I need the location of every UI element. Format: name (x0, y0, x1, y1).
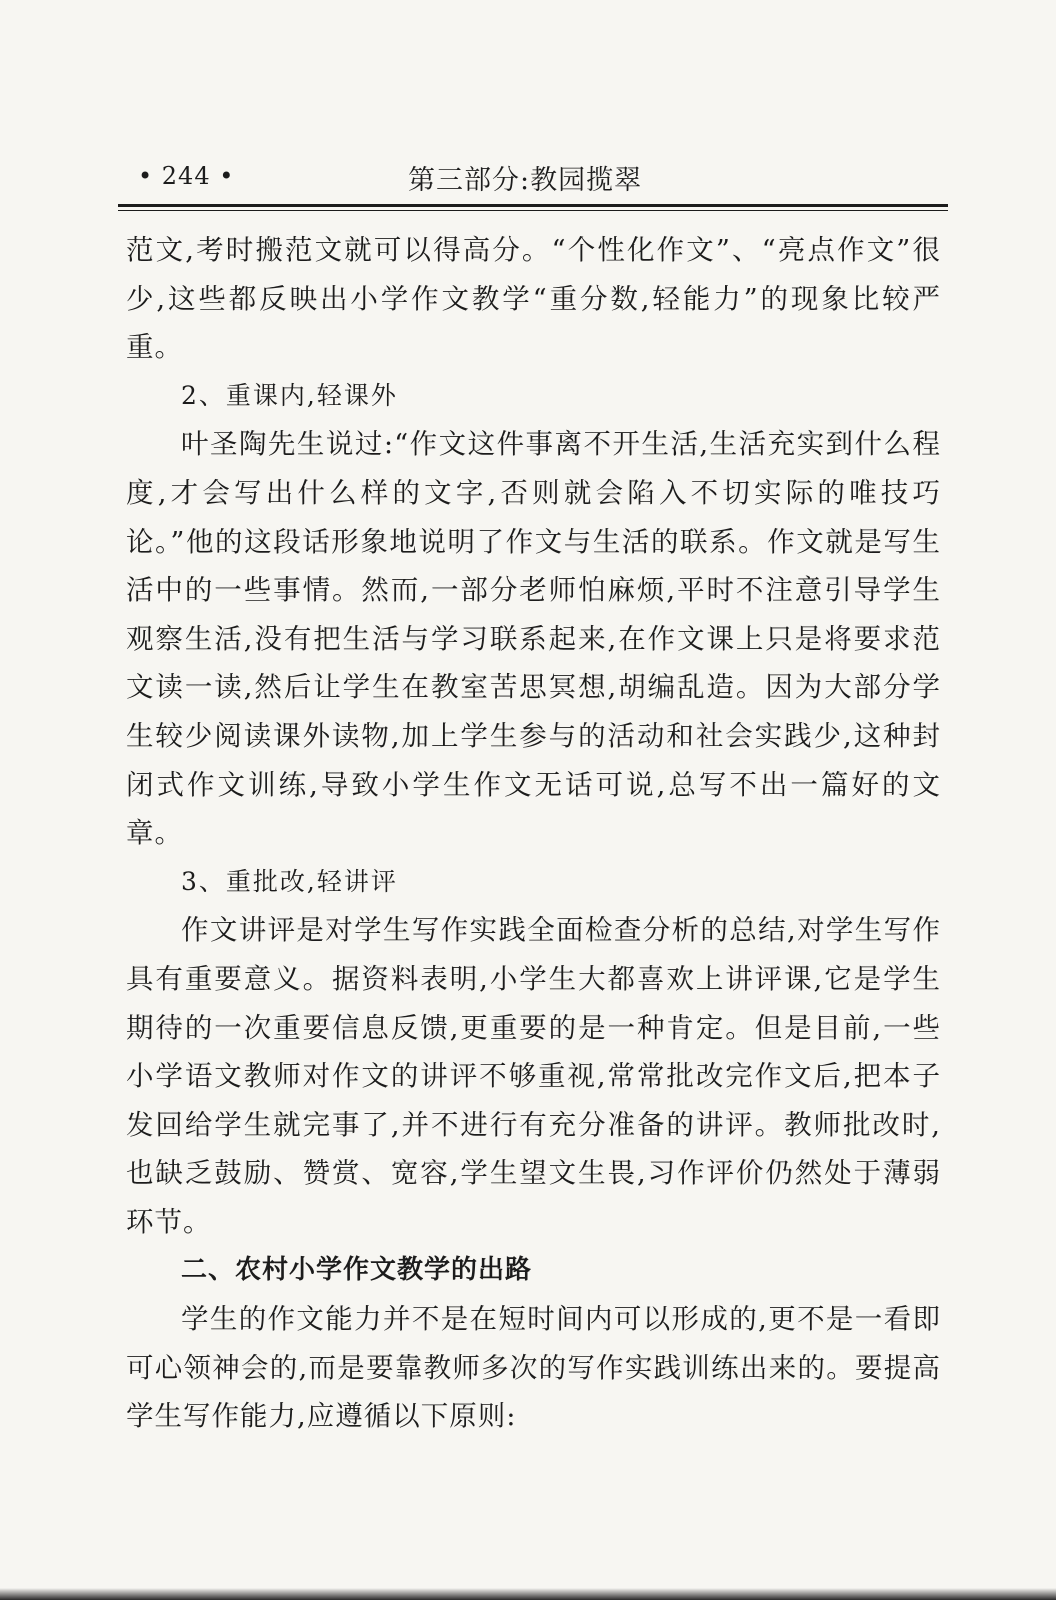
page-body (126, 226, 941, 1441)
scan-edge (0, 1588, 1056, 1600)
section-heading: 二、农村小学作文教学的出路 (181, 1255, 533, 1286)
subheading-2: 2、重课内,轻课外 (181, 380, 398, 410)
paragraph-continuation: 范文,考时搬范文就可以得高分。“个性化作文”、“亮点作文”很少,这些都反映出小学作文教学“重分数,轻能力”的现象比较严重。 (126, 234, 941, 364)
page-number: • 244 • (138, 162, 235, 190)
running-title: 第三部分:教园揽翠 (408, 165, 643, 196)
header-rule-thin (118, 210, 948, 211)
paragraph-body: 学生的作文能力并不是在短时间内可以形成的,更不是一看即可心领神会的,而是要靠教师多次的写作实践训练出来的。要提高学生写作能力,应遵循以下原则: (126, 1303, 941, 1433)
paragraph-body: 作文讲评是对学生写作实践全面检查分析的总结,对学生写作具有重要意义。据资料表明,小学生大都喜欢上讲评课,它是学生期待的一次重要信息反馈,更重要的是一种肯定。但是目前,一些小学语文教师对作文的讲评不够重视,常常批改完作文后,把本子发回给学生就完事了,并不进行有充分准备的讲评。教师批改时,也缺乏鼓励、赞赏、宽容,学生望文生畏,习作评价仍然处于薄弱环节。 (126, 914, 941, 1238)
header-rule (118, 204, 948, 207)
subheading-3: 3、重批改,轻讲评 (181, 866, 398, 896)
paragraph-body: 叶圣陶先生说过:“作文这件事离不开生活,生活充实到什么程度,才会写出什么样的文字,否则就会陷入不切实际的唯技巧论。”他的这段话形象地说明了作文与生活的联系。作文就是写生活中的一些事情。然而,一部分老师怕麻烦,平时不注意引导学生观察生活,没有把生活与学习联系起来,在作文课上只是将要求范文读一读,然后让学生在教室苦思冥想,胡编乱造。因为大部分学生较少阅读课外读物,加上学生参与的活动和社会实践少,这种封闭式作文训练,导致小学生作文无话可说,总写不出一篇好的文章。 (126, 428, 941, 850)
page-header (118, 158, 948, 198)
